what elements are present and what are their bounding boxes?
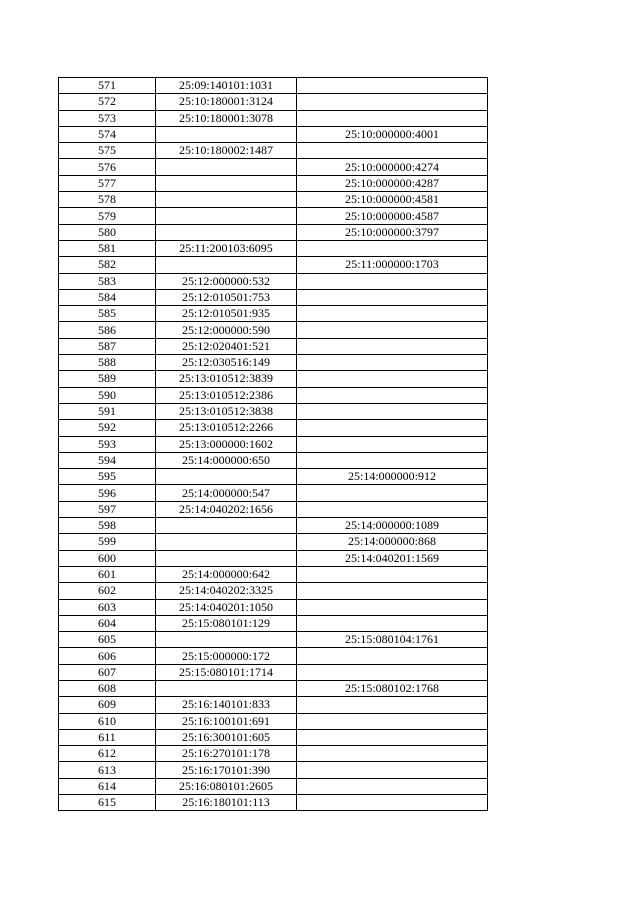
table-row	[59, 143, 488, 159]
cadastral-number-cell-col2: 25:15:080104:1761	[297, 632, 488, 648]
row-number-cell: 615	[59, 795, 156, 811]
row-number-cell: 598	[59, 518, 156, 534]
row-number-cell: 609	[59, 697, 156, 713]
cadastral-number-cell-col1: 25:14:040201:1050	[156, 599, 297, 615]
cadastral-number-cell-col1: 25:10:180001:3124	[156, 94, 297, 110]
cadastral-number-cell-col1: 25:12:010501:753	[156, 289, 297, 305]
row-number-cell: 584	[59, 289, 156, 305]
cadastral-number-cell-col2	[297, 355, 488, 371]
cadastral-number-cell-col2	[297, 143, 488, 159]
cadastral-number-cell-col2	[297, 713, 488, 729]
table-row	[59, 257, 488, 273]
table-row	[59, 192, 488, 208]
cadastral-number-cell-col2: 25:10:000000:4274	[297, 159, 488, 175]
cadastral-number-cell-col1: 25:16:270101:178	[156, 746, 297, 762]
cadastral-number-cell-col2	[297, 94, 488, 110]
table-row	[59, 485, 488, 501]
table-row	[59, 680, 488, 696]
cadastral-number-cell-col1: 25:13:010512:3838	[156, 403, 297, 419]
table-row	[59, 306, 488, 322]
row-number-cell: 593	[59, 436, 156, 452]
row-number-cell: 607	[59, 664, 156, 680]
cadastral-number-cell-col1: 25:16:180101:113	[156, 795, 297, 811]
cadastral-number-cell-col1: 25:13:010512:2266	[156, 420, 297, 436]
cadastral-number-cell-col1	[156, 257, 297, 273]
row-number-cell: 614	[59, 778, 156, 794]
cadastral-number-cell-col1	[156, 680, 297, 696]
row-number-cell: 596	[59, 485, 156, 501]
row-number-cell: 597	[59, 501, 156, 517]
cadastral-number-cell-col2: 25:10:000000:4287	[297, 175, 488, 191]
table-row	[59, 110, 488, 126]
row-number-cell: 604	[59, 615, 156, 631]
row-number-cell: 606	[59, 648, 156, 664]
row-number-cell: 605	[59, 632, 156, 648]
cadastral-number-cell-col1: 25:15:080101:129	[156, 615, 297, 631]
cadastral-number-cell-col1	[156, 208, 297, 224]
cadastral-number-cell-col1	[156, 224, 297, 240]
cadastral-number-cell-col2	[297, 501, 488, 517]
table-row	[59, 469, 488, 485]
cadastral-number-cell-col1	[156, 469, 297, 485]
table-row	[59, 599, 488, 615]
table-row	[59, 273, 488, 289]
cadastral-number-cell-col2	[297, 110, 488, 126]
table-row	[59, 94, 488, 110]
cadastral-number-cell-col2	[297, 420, 488, 436]
cadastral-number-cell-col2: 25:15:080102:1768	[297, 680, 488, 696]
cadastral-number-cell-col2	[297, 795, 488, 811]
row-number-cell: 578	[59, 192, 156, 208]
cadastral-number-cell-col1	[156, 518, 297, 534]
cadastral-number-cell-col2	[297, 697, 488, 713]
row-number-cell: 595	[59, 469, 156, 485]
cadastral-number-cell-col1: 25:12:020401:521	[156, 338, 297, 354]
table-row	[59, 224, 488, 240]
cadastral-number-cell-col2	[297, 371, 488, 387]
cadastral-number-cell-col1: 25:11:200103:6095	[156, 240, 297, 256]
row-number-cell: 587	[59, 338, 156, 354]
cadastral-number-cell-col2	[297, 485, 488, 501]
row-number-cell: 613	[59, 762, 156, 778]
table-row	[59, 289, 488, 305]
cadastral-number-cell-col2	[297, 436, 488, 452]
row-number-cell: 581	[59, 240, 156, 256]
row-number-cell: 602	[59, 583, 156, 599]
cadastral-number-cell-col1: 25:16:170101:390	[156, 762, 297, 778]
table-row	[59, 632, 488, 648]
table-row	[59, 795, 488, 811]
row-number-cell: 610	[59, 713, 156, 729]
row-number-cell: 575	[59, 143, 156, 159]
table-row	[59, 452, 488, 468]
cadastral-number-cell-col2	[297, 78, 488, 94]
cadastral-number-cell-col1: 25:16:080101:2605	[156, 778, 297, 794]
cadastral-number-cell-col1: 25:13:010512:3839	[156, 371, 297, 387]
row-number-cell: 603	[59, 599, 156, 615]
table-row	[59, 78, 488, 94]
cadastral-number-cell-col1: 25:16:140101:833	[156, 697, 297, 713]
cadastral-number-cell-col1	[156, 192, 297, 208]
cadastral-number-cell-col2	[297, 289, 488, 305]
cadastral-number-cell-col1: 25:10:180001:3078	[156, 110, 297, 126]
cadastral-number-cell-col1: 25:12:000000:590	[156, 322, 297, 338]
row-number-cell: 585	[59, 306, 156, 322]
table-row	[59, 550, 488, 566]
row-number-cell: 574	[59, 126, 156, 142]
table-row	[59, 355, 488, 371]
cadastral-number-cell-col1	[156, 550, 297, 566]
cadastral-number-cell-col2	[297, 322, 488, 338]
cadastral-number-cell-col1: 25:15:080101:1714	[156, 664, 297, 680]
row-number-cell: 611	[59, 729, 156, 745]
row-number-cell: 577	[59, 175, 156, 191]
cadastral-number-cell-col2: 25:14:000000:868	[297, 534, 488, 550]
cadastral-number-cell-col2: 25:10:000000:4581	[297, 192, 488, 208]
table-row	[59, 729, 488, 745]
table-row	[59, 583, 488, 599]
cadastral-number-cell-col2	[297, 240, 488, 256]
table-row	[59, 126, 488, 142]
cadastral-number-cell-col1: 25:14:000000:547	[156, 485, 297, 501]
cadastral-number-cell-col2	[297, 762, 488, 778]
table-row	[59, 420, 488, 436]
cadastral-number-cell-col2	[297, 306, 488, 322]
row-number-cell: 591	[59, 403, 156, 419]
cadastral-number-cell-col2	[297, 729, 488, 745]
cadastral-number-cell-col1: 25:16:300101:605	[156, 729, 297, 745]
table-row	[59, 403, 488, 419]
table-row	[59, 208, 488, 224]
row-number-cell: 571	[59, 78, 156, 94]
table-row	[59, 615, 488, 631]
cadastral-number-cell-col1: 25:14:000000:650	[156, 452, 297, 468]
table-row	[59, 697, 488, 713]
cadastral-number-cell-col2	[297, 403, 488, 419]
row-number-cell: 576	[59, 159, 156, 175]
cadastral-number-cell-col1: 25:15:000000:172	[156, 648, 297, 664]
row-number-cell: 601	[59, 566, 156, 582]
cadastral-number-cell-col2: 25:11:000000:1703	[297, 257, 488, 273]
cadastral-number-cell-col1: 25:12:000000:532	[156, 273, 297, 289]
cadastral-number-cell-col2	[297, 746, 488, 762]
cadastral-number-cell-col1: 25:12:010501:935	[156, 306, 297, 322]
cadastral-number-cell-col2	[297, 648, 488, 664]
row-number-cell: 573	[59, 110, 156, 126]
row-number-cell: 608	[59, 680, 156, 696]
cadastral-number-cell-col2: 25:14:000000:1089	[297, 518, 488, 534]
cadastral-number-cell-col2	[297, 273, 488, 289]
table-row	[59, 371, 488, 387]
cadastral-number-cell-col1	[156, 126, 297, 142]
table-row	[59, 778, 488, 794]
row-number-cell: 589	[59, 371, 156, 387]
table-row	[59, 501, 488, 517]
row-number-cell: 583	[59, 273, 156, 289]
table-row	[59, 762, 488, 778]
cadastral-number-cell-col1	[156, 175, 297, 191]
cadastral-number-cell-col1: 25:14:040202:3325	[156, 583, 297, 599]
table-row	[59, 240, 488, 256]
cadastral-number-cell-col2	[297, 615, 488, 631]
cadastral-number-cell-col1	[156, 534, 297, 550]
row-number-cell: 590	[59, 387, 156, 403]
row-number-cell: 580	[59, 224, 156, 240]
cadastral-number-cell-col2: 25:14:000000:912	[297, 469, 488, 485]
row-number-cell: 594	[59, 452, 156, 468]
table-row	[59, 566, 488, 582]
cadastral-number-cell-col1: 25:16:100101:691	[156, 713, 297, 729]
row-number-cell: 599	[59, 534, 156, 550]
row-number-cell: 588	[59, 355, 156, 371]
table-row	[59, 648, 488, 664]
table-row	[59, 387, 488, 403]
row-number-cell: 586	[59, 322, 156, 338]
cadastral-number-cell-col2	[297, 599, 488, 615]
row-number-cell: 612	[59, 746, 156, 762]
cadastral-number-cell-col1: 25:13:010512:2386	[156, 387, 297, 403]
cadastral-number-cell-col2: 25:14:040201:1569	[297, 550, 488, 566]
table-row	[59, 664, 488, 680]
cadastral-number-cell-col2: 25:10:000000:3797	[297, 224, 488, 240]
cadastral-number-cell-col1: 25:14:000000:642	[156, 566, 297, 582]
row-number-cell: 572	[59, 94, 156, 110]
cadastral-number-table	[58, 77, 488, 811]
cadastral-number-cell-col1: 25:12:030516:149	[156, 355, 297, 371]
cadastral-number-cell-col1: 25:09:140101:1031	[156, 78, 297, 94]
row-number-cell: 592	[59, 420, 156, 436]
cadastral-number-cell-col1: 25:13:000000:1602	[156, 436, 297, 452]
cadastral-number-cell-col2	[297, 566, 488, 582]
cadastral-number-cell-col2	[297, 778, 488, 794]
cadastral-number-cell-col2	[297, 583, 488, 599]
cadastral-number-cell-col2	[297, 452, 488, 468]
row-number-cell: 582	[59, 257, 156, 273]
row-number-cell: 579	[59, 208, 156, 224]
table-row	[59, 159, 488, 175]
cadastral-number-cell-col1: 25:14:040202:1656	[156, 501, 297, 517]
cadastral-number-cell-col2	[297, 664, 488, 680]
table-body	[59, 78, 488, 811]
cadastral-number-cell-col1: 25:10:180002:1487	[156, 143, 297, 159]
table-row	[59, 518, 488, 534]
cadastral-number-cell-col1	[156, 632, 297, 648]
table-row	[59, 322, 488, 338]
row-number-cell: 600	[59, 550, 156, 566]
cadastral-number-cell-col2: 25:10:000000:4001	[297, 126, 488, 142]
table-row	[59, 338, 488, 354]
cadastral-number-cell-col2: 25:10:000000:4587	[297, 208, 488, 224]
table-row	[59, 436, 488, 452]
table-row	[59, 534, 488, 550]
cadastral-number-cell-col2	[297, 387, 488, 403]
table-row	[59, 746, 488, 762]
cadastral-number-cell-col1	[156, 159, 297, 175]
table-row	[59, 713, 488, 729]
cadastral-number-cell-col2	[297, 338, 488, 354]
table-row	[59, 175, 488, 191]
